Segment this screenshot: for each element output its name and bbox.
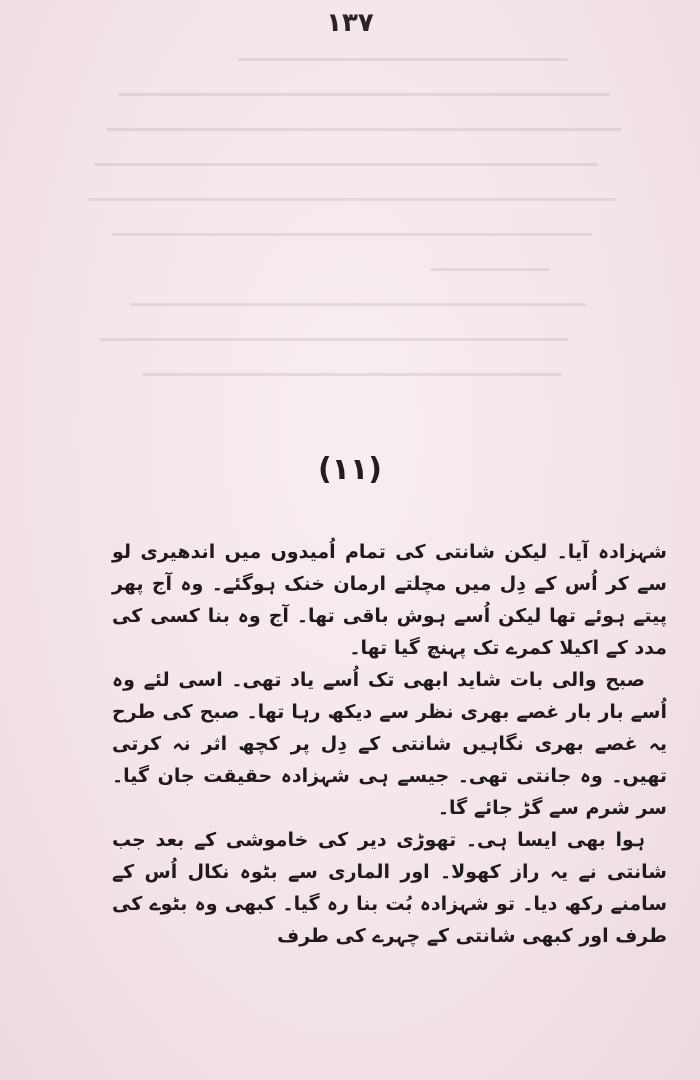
- page-number: ۱۳۷: [326, 8, 374, 38]
- paragraph-2: صبح والی بات شاید ابھی تک اُسے یاد تھی۔ اسی لئے وہ اُسے بار بار غصے بھری نظر سے دیکھ رہا تھا۔ صبح کی طرح یہ غصے بھری نگاہیں شانتی کے دِل پر کچھ اثر نہ کرتی تھیں۔ وہ جانتی تھی۔ جیسے ہی شہزادہ حقیقت جان گیا۔ سر شرم سے گڑ جائے گا۔: [112, 669, 667, 819]
- paragraph-1: شہزادہ آیا۔ لیکن شانتی کی تمام اُمیدوں میں اندھیری لو سے کر اُس کے دِل میں مچلتے ارمان خنک ہوگئے۔ وہ آج پھر پیتے ہوئے تھا لیکن اُسے ہوش باقی تھا۔ آج وہ بنا کسی کی مدد کے اکیلا کمرے تک پہنچ گیا تھا۔: [112, 541, 667, 659]
- body-text: [112, 536, 667, 952]
- chapter-number: (۱۱): [317, 452, 383, 487]
- paragraph-3: ہوا بھی ایسا ہی۔ تھوڑی دیر کی خاموشی کے بعد جب شانتی نے یہ راز کھولا۔ اور الماری سے بٹوہ نکال اُس کے سامنے رکھ دیا۔ تو شہزادہ بُت بنا رہ گیا۔ کبھی وہ بٹوے کی طرف اور کبھی شانتی کے چہرے کی طرف: [112, 829, 667, 947]
- show-through-text: [70, 58, 670, 458]
